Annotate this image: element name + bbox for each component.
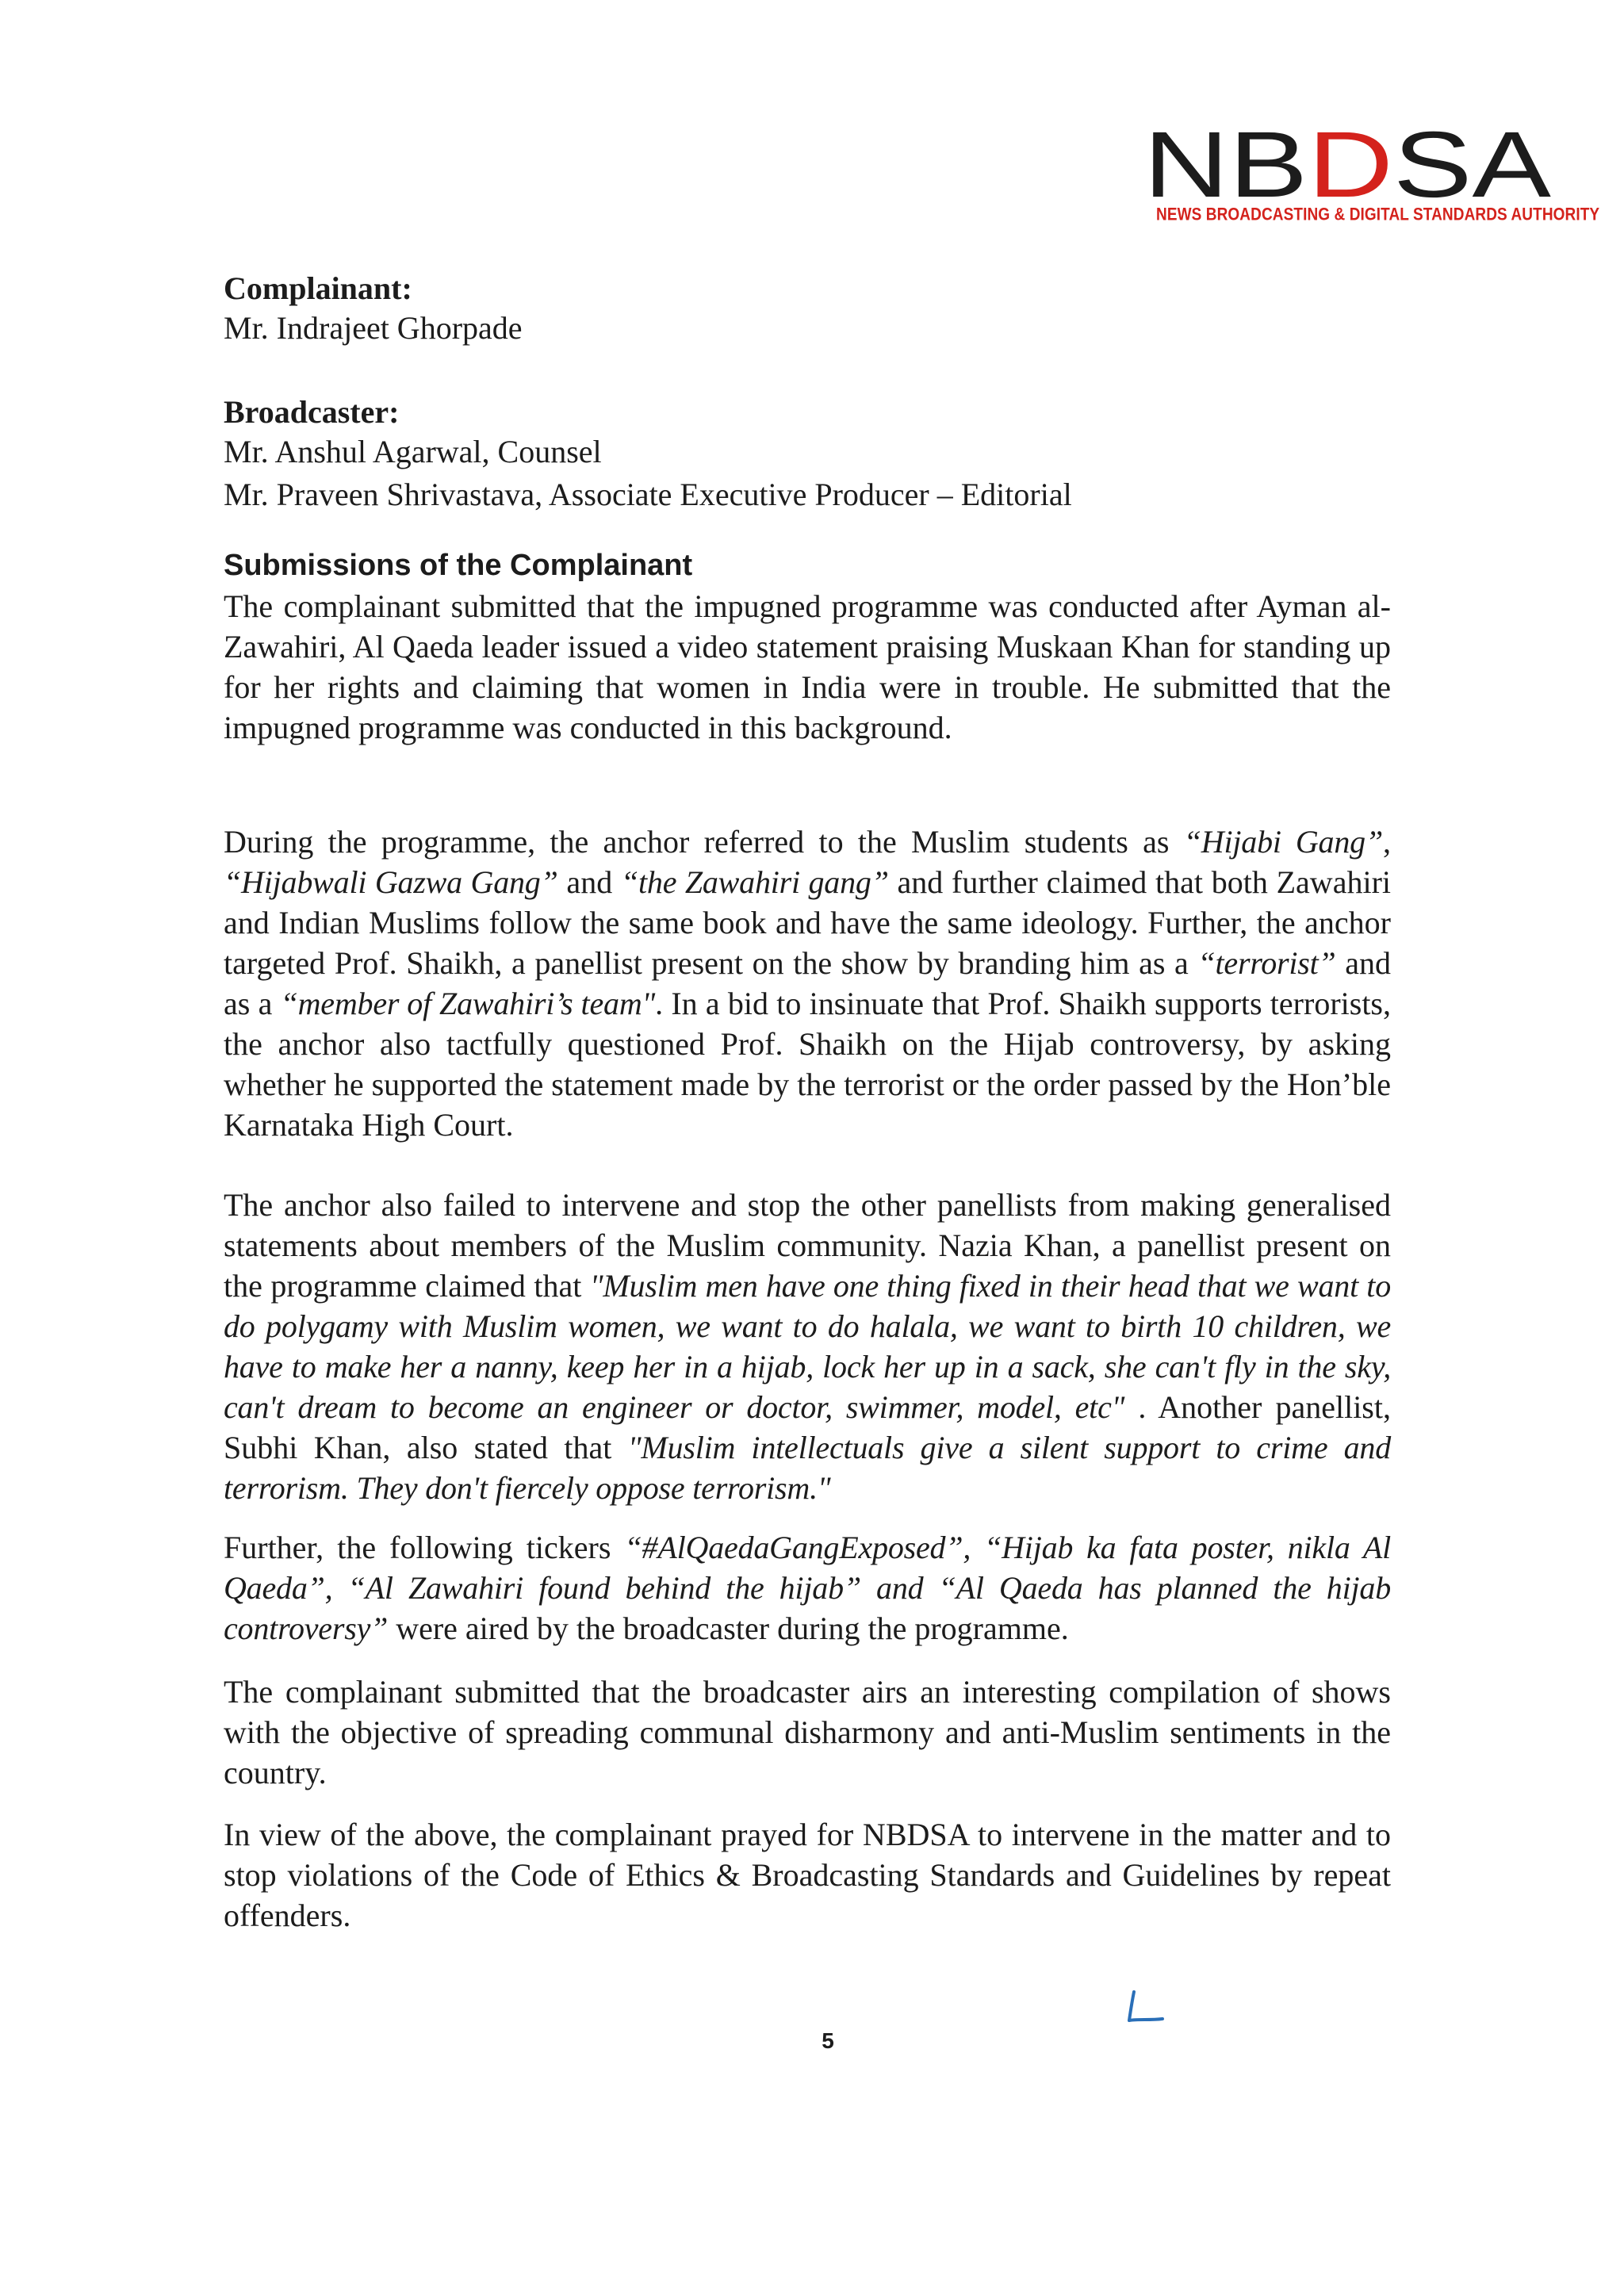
p4-text: Further, the following tickers <box>224 1530 625 1565</box>
p2-quote: “Hijabi Gang” <box>1183 824 1383 860</box>
complainant-label: Complainant: <box>224 270 412 306</box>
complainant-section <box>224 270 1391 350</box>
p2-quote: “the Zawahiri gang” <box>620 864 889 900</box>
complainant-name: Mr. Indrajeet Ghorpade <box>224 310 523 346</box>
paragraph-6 <box>224 1814 1391 1936</box>
broadcaster-section <box>224 393 1391 516</box>
paragraph-6-text: In view of the above, the complainant prayed for NBDSA to intervene in the matter and to stop violations of the Code of Ethics & Broadcasting Standards and Guidelines by repeat offenders. <box>224 1817 1391 1933</box>
p2-quote: “terrorist” <box>1197 945 1336 981</box>
p4-text: were aired by the broadcaster during the programme. <box>388 1610 1069 1646</box>
submissions-heading: Submissions of the Complainant <box>224 549 693 582</box>
p2-text: and further claimed that both Zawahiri and Indian Muslims follow the same book and have the same ideology. Further, the anchor targeted Prof. Shaikh, a panellist present on the show by branding him as a <box>224 864 1391 981</box>
p3-quote: "Muslim men have one thing fixed in their head that we want to do polygamy with Muslim women, we want to do halala, we want to birth 10 children, we have to make her a nanny, keep her in a hijab, lock her up in a sack, she can't fly in the sky, can't dream to become an engineer or doctor, swimmer, model, etc" <box>224 1268 1391 1425</box>
broadcaster-person: Mr. Anshul Agarwal, Counsel <box>224 434 602 469</box>
p3-quote: "Muslim intellectuals give a silent support to crime and terrorism. They don't fiercely oppose terrorism." <box>224 1430 1391 1506</box>
logo-subtitle: NEWS BROADCASTING & DIGITAL STANDARDS AUTHORITY <box>1156 205 1600 225</box>
paragraph-5 <box>224 1672 1391 1793</box>
paragraph-3 <box>224 1185 1391 1508</box>
p2-quote: “Hijabwali Gazwa Gang” <box>224 864 558 900</box>
p2-text: , <box>1383 824 1391 860</box>
svg-text:NBDSA: NB D SA <box>1143 125 1519 205</box>
broadcaster-label: Broadcaster: <box>224 394 400 430</box>
p3-text: The anchor also failed to intervene and stop the other panellists from making generalised statements about members of the Muslim community. Nazia Khan, a panellist present on the programme claimed that <box>224 1187 1391 1304</box>
p2-text: . In a bid to insinuate that Prof. Shaikh supports terrorists, the anchor also tactfully questioned Prof. Shaikh on the Hijab controversy, by asking whether he supported the statement made by the terrorist or the order passed by the Hon’ble Karnataka High Court. <box>224 986 1391 1143</box>
signature-mark-icon <box>1123 1989 1167 2027</box>
p2-quote: “member of Zawahiri’s team" <box>280 986 656 1021</box>
p2-text: and as a <box>224 945 1391 1021</box>
page-number: 5 <box>822 2028 834 2053</box>
paragraph-2 <box>224 821 1391 1145</box>
p2-text: and <box>557 864 621 900</box>
p4-quote: “#AlQaedaGangExposed”, “Hijab ka fata poster, nikla Al Qaeda”, “Al Zawahiri found behind the hijab” and “Al Qaeda has planned the hijab controversy” <box>224 1530 1391 1646</box>
paragraph-5-text: The complainant submitted that the broadcaster airs an interesting compilation of shows with the objective of spreading communal disharmony and anti-Muslim sentiments in the country. <box>224 1674 1391 1790</box>
paragraph-4 <box>224 1527 1391 1649</box>
p3-text: . Another panellist, Subhi Khan, also stated that <box>224 1389 1391 1465</box>
submissions-section <box>224 549 1391 748</box>
handwritten-initial <box>1123 1989 1167 2027</box>
broadcaster-person: Mr. Praveen Shrivastava, Associate Executive Producer – Editorial <box>224 477 1072 512</box>
p2-text: During the programme, the anchor referred to the Muslim students as <box>224 824 1184 860</box>
paragraph-1: The complainant submitted that the impugned programme was conducted after Ayman al-Zawahiri, Al Qaeda leader issued a video statement praising Muskaan Khan for standing up for her rights and claiming that women in India were in trouble. He submitted that the impugned programme was conducted in this background. <box>224 588 1391 745</box>
nbdsa-logo-mark <box>1142 125 1554 205</box>
